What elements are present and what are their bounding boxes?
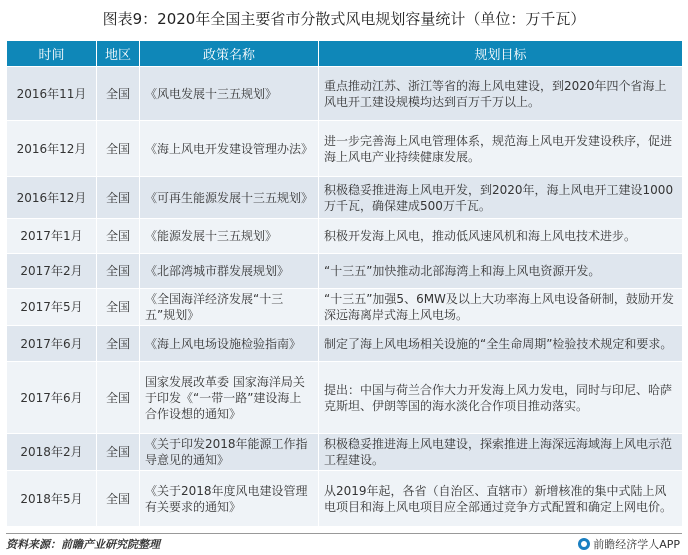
cell-region: 全国 (97, 219, 140, 254)
table-row (7, 177, 683, 219)
cell-time: 2017年5月 (7, 289, 97, 326)
cell-time: 2017年2月 (7, 254, 97, 289)
cell-policy: 《海上风电场设施检验指南》 (140, 326, 319, 362)
cell-goal: 积极稳妥推进海上风电建设，探索推进上海深远海域海上风电示范工程建设。 (319, 434, 683, 471)
cell-time: 2018年5月 (7, 471, 97, 527)
cell-time: 2017年1月 (7, 219, 97, 254)
cell-region: 全国 (97, 177, 140, 219)
cell-policy: 《关于印发2018年能源工作指导意见的通知》 (140, 434, 319, 471)
cell-region: 全国 (97, 326, 140, 362)
table-row (7, 434, 683, 471)
cell-region: 全国 (97, 121, 140, 177)
cell-time: 2018年2月 (7, 434, 97, 471)
cell-time: 2017年6月 (7, 326, 97, 362)
footer (6, 533, 682, 554)
brand-logo-icon (578, 538, 590, 550)
cell-region: 全国 (97, 362, 140, 434)
cell-policy: 《可再生能源发展十三五规划》 (140, 177, 319, 219)
brand-label: 前瞻经济学人APP (593, 538, 680, 551)
cell-goal: 重点推动江苏、浙江等省的海上风电建设，到2020年四个省海上风电开工建设规模均达到百万千万以上。 (319, 67, 683, 121)
cell-policy: 《风电发展十三五规划》 (140, 67, 319, 121)
table-header-row (7, 41, 683, 67)
cell-region: 全国 (97, 471, 140, 527)
brand-link[interactable] (578, 536, 680, 552)
cell-policy: 《全国海洋经济发展“十三五”规划》 (140, 289, 319, 326)
cell-goal: 提出：中国与荷兰合作大力开发海上风力发电，同时与印尼、哈萨克斯坦、伊朗等国的海水淡化合作项目推动落实。 (319, 362, 683, 434)
header-time: 时间 (7, 41, 97, 67)
source-note: 资料来源：前瞻产业研究院整理 (6, 538, 160, 551)
cell-time: 2016年12月 (7, 121, 97, 177)
cell-goal: 制定了海上风电场相关设施的“全生命周期”检验技术规定和要求。 (319, 326, 683, 362)
cell-policy: 《北部湾城市群发展规划》 (140, 254, 319, 289)
page-title: 图表9：2020年全国主要省市分散式风电规划容量统计（单位：万千瓦） (102, 10, 586, 28)
table-row (7, 254, 683, 289)
cell-region: 全国 (97, 254, 140, 289)
cell-policy: 《关于2018年度风电建设管理有关要求的通知》 (140, 471, 319, 527)
cell-time: 2016年11月 (7, 67, 97, 121)
cell-policy: 国家发展改革委 国家海洋局关于印发《“一带一路”建设海上合作设想的通知》 (140, 362, 319, 434)
cell-region: 全国 (97, 67, 140, 121)
cell-policy: 《海上风电开发建设管理办法》 (140, 121, 319, 177)
cell-goal: 积极开发海上风电，推动低风速风机和海上风电技术进步。 (319, 219, 683, 254)
table-row (7, 67, 683, 121)
policy-table-container (6, 40, 682, 527)
table-row (7, 326, 683, 362)
cell-region: 全国 (97, 289, 140, 326)
cell-time: 2016年12月 (7, 177, 97, 219)
cell-policy: 《能源发展十三五规划》 (140, 219, 319, 254)
table-row (7, 219, 683, 254)
header-region: 地区 (97, 41, 140, 67)
header-goal: 规划目标 (319, 41, 683, 67)
cell-goal: “十三五”加快推动北部海湾上和海上风电资源开发。 (319, 254, 683, 289)
table-row (7, 289, 683, 326)
cell-time: 2017年6月 (7, 362, 97, 434)
policy-table (6, 40, 683, 527)
table-row (7, 362, 683, 434)
cell-goal: 进一步完善海上风电管理体系，规范海上风电开发建设秩序，促进海上风电产业持续健康发展。 (319, 121, 683, 177)
table-row (7, 471, 683, 527)
table-row (7, 121, 683, 177)
cell-region: 全国 (97, 434, 140, 471)
header-policy: 政策名称 (140, 41, 319, 67)
cell-goal: 从2019年起，各省（自治区、直辖市）新增核准的集中式陆上风电项目和海上风电项目应全部通过竞争方式配置和确定上网电价。 (319, 471, 683, 527)
cell-goal: “十三五”加强5、6MW及以上大功率海上风电设备研制，鼓励开发深远海离岸式海上风电场。 (319, 289, 683, 326)
cell-goal: 积极稳妥推进海上风电开发，到2020年，海上风电开工建设1000万千瓦，确保建成500万千瓦。 (319, 177, 683, 219)
